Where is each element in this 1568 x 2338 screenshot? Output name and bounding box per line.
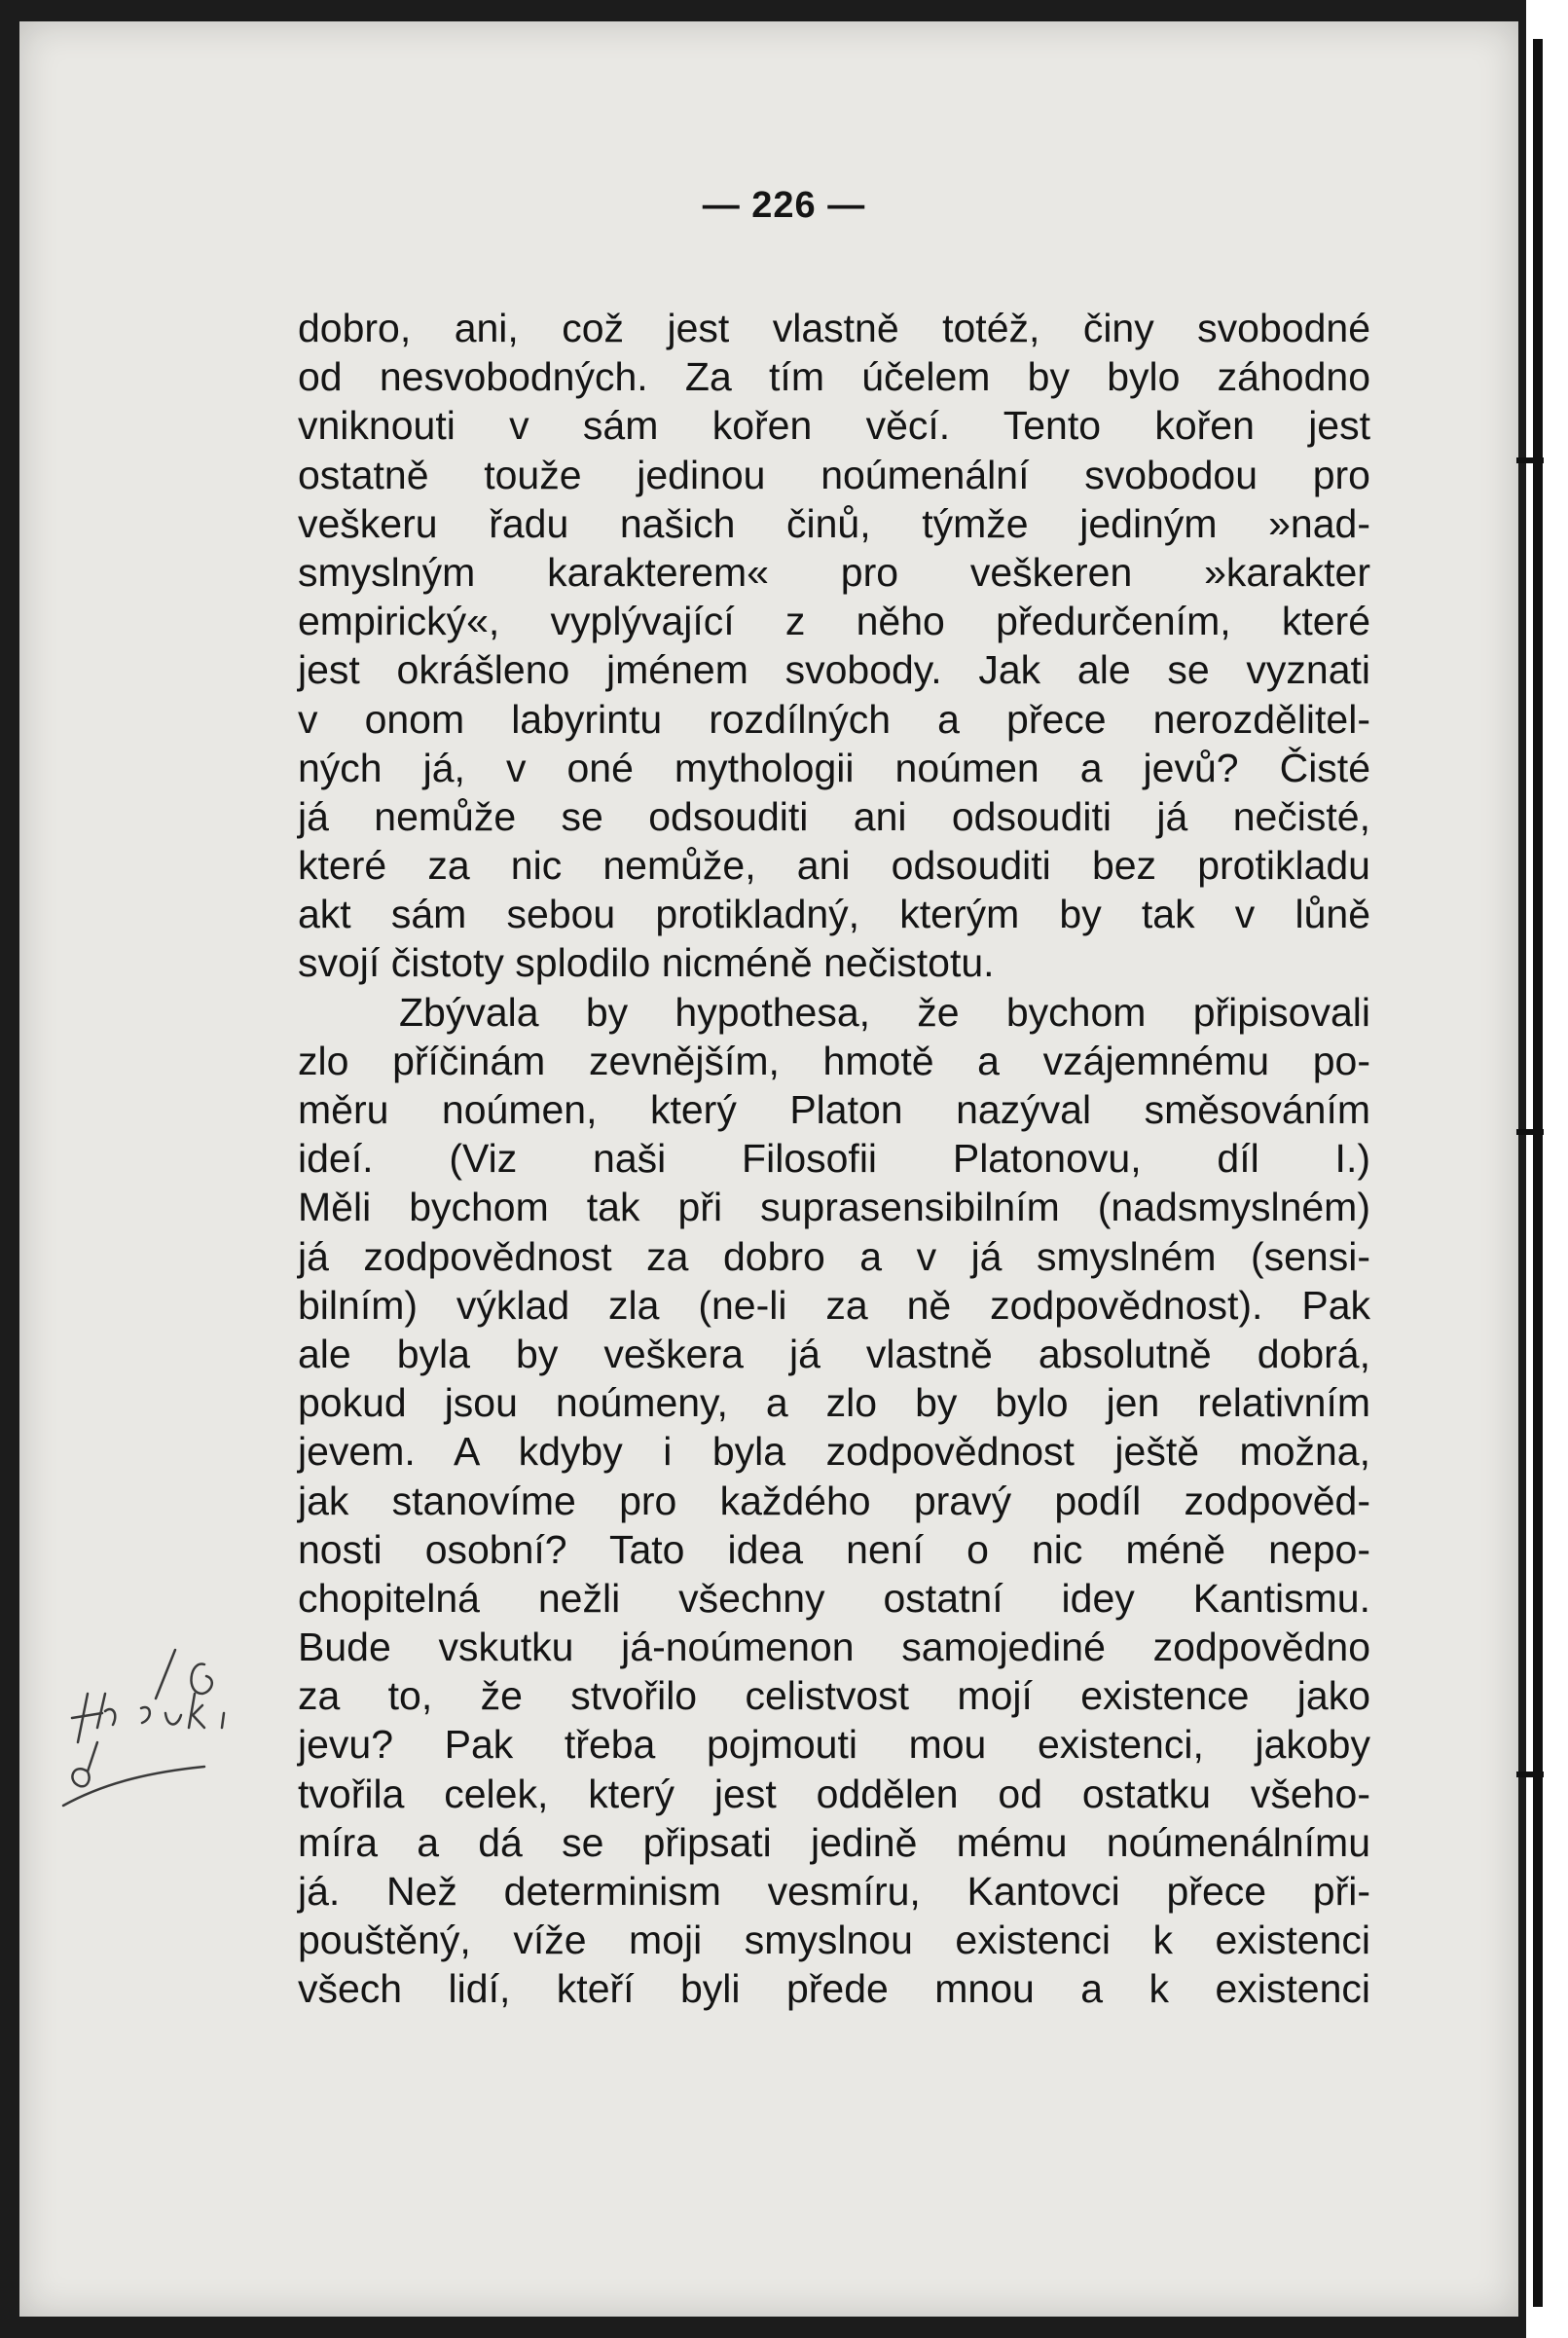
- text-line: já zodpovědnost za dobro a v já smyslném (sensi-: [298, 1233, 1370, 1279]
- text-line: já. Než determinism vesmíru, Kantovci přece při-: [298, 1869, 1370, 1914]
- text-line: zlo příčinám zevnějším, hmotě a vzájemnému po-: [298, 1038, 1370, 1083]
- text-line: tvořila celek, který jest oddělen od ostatku všeho-: [298, 1771, 1370, 1816]
- text-line: míra a dá se připsati jedině mému noúmenálnímu: [298, 1819, 1370, 1865]
- text-line: empirický«, vyplývající z něho předurčením, které: [298, 599, 1370, 644]
- text-line: dobro, ani, což jest vlastně totéž, činy svobodné: [298, 306, 1370, 350]
- text-line: akt sám sebou protikladný, kterým by tak v lůně: [298, 892, 1370, 937]
- text-line: které za nic nemůže, ani odsouditi bez protikladu: [298, 843, 1370, 889]
- text-line: jak stanovíme pro každého pravý podíl zodpověd-: [298, 1478, 1370, 1523]
- text-line: pokud jsou noúmeny, a zlo by bylo jen relativním: [298, 1380, 1370, 1426]
- page-binding-line: [1533, 39, 1543, 2307]
- text-line: Bude vskutku já-noúmenon samojediné zodpovědno: [298, 1625, 1370, 1670]
- text-line: ostatně touže jedinou noúmenální svobodou pro: [298, 452, 1370, 497]
- text-line: svojí čistoty splodilo nicméně nečistotu.: [298, 940, 995, 986]
- body-text: [298, 304, 1370, 2014]
- edge-mark: [1516, 1772, 1544, 1777]
- text-line: od nesvobodných. Za tím účelem by bylo záhodno: [298, 354, 1370, 400]
- handwritten-margin-note: [58, 1635, 273, 1849]
- text-line: veškeru řadu našich činů, týmže jediným »nad-: [298, 500, 1370, 546]
- text-line: měru noúmen, který Platon nazýval směsováním: [298, 1087, 1370, 1132]
- edge-mark: [1516, 1129, 1544, 1135]
- text-line: ných já, v oné mythologii noúmen a jevů? Čisté: [298, 745, 1370, 790]
- page-number: — 226 —: [702, 185, 866, 226]
- text-line: Zbývala by hypothesa, že bychom připisovali: [399, 989, 1370, 1035]
- text-line: ale byla by veškera já vlastně absolutně dobrá,: [298, 1331, 1370, 1376]
- text-line: ideí. (Viz naši Filosofii Platonovu, díl I.): [298, 1136, 1370, 1182]
- text-line: chopitelná nežli všechny ostatní idey Kantismu.: [298, 1575, 1370, 1621]
- text-line: za to, že stvořilo celistvost mojí existence jako: [298, 1673, 1370, 1719]
- text-line: v onom labyrintu rozdílných a přece nerozdělitel-: [298, 696, 1370, 742]
- text-line: jevu? Pak třeba pojmouti mou existenci, jakoby: [298, 1722, 1370, 1768]
- text-line: Měli bychom tak při suprasensibilním (nadsmyslném): [298, 1185, 1370, 1230]
- text-line: smyslným karakterem« pro veškeren »karakter: [298, 549, 1370, 595]
- text-line: všech lidí, kteří byli přede mnou a k existenci: [298, 1966, 1370, 2012]
- text-line: jevem. A kdyby i byla zodpovědnost ještě možna,: [298, 1429, 1370, 1475]
- text-line: já nemůže se odsouditi ani odsouditi já nečisté,: [298, 793, 1370, 839]
- text-line: vniknouti v sám kořen věcí. Tento kořen jest: [298, 403, 1370, 449]
- text-line: bilním) výklad zla (ne-li za ně zodpovědnost). Pak: [298, 1282, 1370, 1328]
- text-line: nosti osobní? Tato idea není o nic méně nepo-: [298, 1526, 1370, 1572]
- edge-mark: [1516, 457, 1544, 463]
- text-line: pouštěný, víže moji smyslnou existenci k existenci: [298, 1918, 1370, 1963]
- text-line: jest okrášleno jménem svobody. Jak ale se vyznati: [298, 647, 1370, 693]
